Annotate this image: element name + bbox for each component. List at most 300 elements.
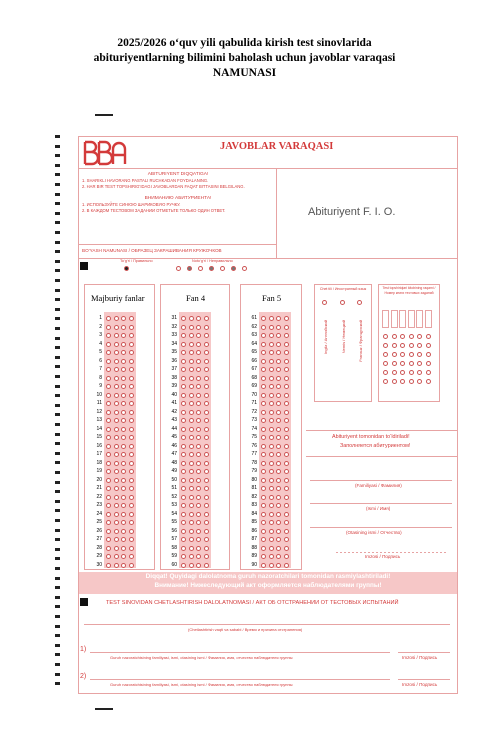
answer-bubble[interactable] bbox=[121, 512, 126, 517]
answer-bubble[interactable] bbox=[129, 376, 134, 381]
answer-bubble[interactable] bbox=[189, 342, 194, 347]
answer-bubble[interactable] bbox=[189, 546, 194, 551]
answer-bubble[interactable] bbox=[181, 367, 186, 372]
answer-bubble[interactable] bbox=[189, 512, 194, 517]
answer-bubble[interactable] bbox=[189, 410, 194, 415]
answer-bubble[interactable] bbox=[181, 418, 186, 423]
variant-bubble[interactable] bbox=[400, 379, 405, 384]
variant-bubble[interactable] bbox=[426, 352, 431, 357]
answer-bubble[interactable] bbox=[196, 563, 201, 568]
answer-bubble[interactable] bbox=[196, 427, 201, 432]
variant-bubble[interactable] bbox=[392, 334, 397, 339]
answer-bubble[interactable] bbox=[181, 342, 186, 347]
answer-bubble[interactable] bbox=[114, 427, 119, 432]
answer-bubble[interactable] bbox=[121, 537, 126, 542]
language-bubble-1[interactable] bbox=[322, 300, 327, 305]
answer-bubble[interactable] bbox=[196, 503, 201, 508]
answer-bubble[interactable] bbox=[106, 554, 111, 559]
answer-bubble[interactable] bbox=[114, 444, 119, 449]
answer-bubble[interactable] bbox=[129, 325, 134, 330]
answer-bubble[interactable] bbox=[106, 529, 111, 534]
answer-bubble[interactable] bbox=[269, 469, 274, 474]
answer-bubble[interactable] bbox=[261, 486, 266, 491]
answer-bubble[interactable] bbox=[121, 367, 126, 372]
answer-bubble[interactable] bbox=[196, 512, 201, 517]
answer-bubble[interactable] bbox=[106, 435, 111, 440]
answer-bubble[interactable] bbox=[276, 384, 281, 389]
answer-bubble[interactable] bbox=[204, 384, 209, 389]
answer-bubble[interactable] bbox=[106, 469, 111, 474]
variant-bubble[interactable] bbox=[400, 361, 405, 366]
answer-bubble[interactable] bbox=[261, 554, 266, 559]
answer-bubble[interactable] bbox=[114, 546, 119, 551]
answer-bubble[interactable] bbox=[204, 495, 209, 500]
answer-bubble[interactable] bbox=[284, 325, 289, 330]
answer-bubble[interactable] bbox=[114, 333, 119, 338]
answer-bubble[interactable] bbox=[114, 495, 119, 500]
answer-bubble[interactable] bbox=[129, 520, 134, 525]
answer-bubble[interactable] bbox=[189, 376, 194, 381]
answer-bubble[interactable] bbox=[181, 376, 186, 381]
answer-bubble[interactable] bbox=[181, 401, 186, 406]
answer-bubble[interactable] bbox=[114, 342, 119, 347]
answer-bubble[interactable] bbox=[261, 401, 266, 406]
answer-bubble[interactable] bbox=[114, 486, 119, 491]
answer-bubble[interactable] bbox=[181, 333, 186, 338]
answer-bubble[interactable] bbox=[269, 495, 274, 500]
answer-bubble[interactable] bbox=[276, 401, 281, 406]
answer-bubble[interactable] bbox=[129, 384, 134, 389]
answer-bubble[interactable] bbox=[284, 376, 289, 381]
answer-bubble[interactable] bbox=[114, 452, 119, 457]
answer-bubble[interactable] bbox=[189, 478, 194, 483]
variant-bubble[interactable] bbox=[426, 379, 431, 384]
answer-bubble[interactable] bbox=[261, 495, 266, 500]
answer-bubble[interactable] bbox=[276, 554, 281, 559]
answer-bubble[interactable] bbox=[189, 393, 194, 398]
answer-bubble[interactable] bbox=[261, 563, 266, 568]
answer-bubble[interactable] bbox=[276, 461, 281, 466]
answer-bubble[interactable] bbox=[269, 367, 274, 372]
answer-bubble[interactable] bbox=[196, 393, 201, 398]
answer-bubble[interactable] bbox=[129, 342, 134, 347]
answer-bubble[interactable] bbox=[121, 427, 126, 432]
answer-bubble[interactable] bbox=[196, 537, 201, 542]
answer-bubble[interactable] bbox=[196, 418, 201, 423]
answer-bubble[interactable] bbox=[129, 469, 134, 474]
answer-bubble[interactable] bbox=[121, 452, 126, 457]
answer-bubble[interactable] bbox=[189, 554, 194, 559]
answer-bubble[interactable] bbox=[189, 316, 194, 321]
answer-bubble[interactable] bbox=[129, 444, 134, 449]
answer-bubble[interactable] bbox=[204, 554, 209, 559]
answer-bubble[interactable] bbox=[106, 520, 111, 525]
answer-bubble[interactable] bbox=[181, 325, 186, 330]
variant-bubble[interactable] bbox=[383, 343, 388, 348]
answer-bubble[interactable] bbox=[196, 444, 201, 449]
answer-bubble[interactable] bbox=[114, 520, 119, 525]
answer-bubble[interactable] bbox=[261, 503, 266, 508]
answer-bubble[interactable] bbox=[189, 563, 194, 568]
answer-bubble[interactable] bbox=[181, 537, 186, 542]
answer-bubble[interactable] bbox=[196, 520, 201, 525]
answer-bubble[interactable] bbox=[269, 486, 274, 491]
answer-bubble[interactable] bbox=[114, 350, 119, 355]
answer-bubble[interactable] bbox=[129, 554, 134, 559]
answer-bubble[interactable] bbox=[129, 546, 134, 551]
answer-bubble[interactable] bbox=[284, 461, 289, 466]
answer-bubble[interactable] bbox=[204, 512, 209, 517]
answer-bubble[interactable] bbox=[181, 427, 186, 432]
answer-bubble[interactable] bbox=[129, 529, 134, 534]
answer-bubble[interactable] bbox=[129, 478, 134, 483]
answer-bubble[interactable] bbox=[114, 393, 119, 398]
language-bubble-3[interactable] bbox=[357, 300, 362, 305]
answer-bubble[interactable] bbox=[129, 452, 134, 457]
answer-bubble[interactable] bbox=[204, 333, 209, 338]
answer-bubble[interactable] bbox=[269, 520, 274, 525]
answer-bubble[interactable] bbox=[129, 486, 134, 491]
answer-bubble[interactable] bbox=[204, 316, 209, 321]
answer-bubble[interactable] bbox=[181, 452, 186, 457]
answer-bubble[interactable] bbox=[189, 520, 194, 525]
answer-bubble[interactable] bbox=[269, 393, 274, 398]
answer-bubble[interactable] bbox=[261, 410, 266, 415]
answer-bubble[interactable] bbox=[284, 503, 289, 508]
answer-bubble[interactable] bbox=[204, 410, 209, 415]
variant-bubble[interactable] bbox=[392, 343, 397, 348]
answer-bubble[interactable] bbox=[196, 554, 201, 559]
variant-bubble[interactable] bbox=[392, 370, 397, 375]
answer-bubble[interactable] bbox=[196, 350, 201, 355]
answer-bubble[interactable] bbox=[181, 461, 186, 466]
answer-bubble[interactable] bbox=[114, 376, 119, 381]
answer-bubble[interactable] bbox=[284, 333, 289, 338]
answer-bubble[interactable] bbox=[196, 461, 201, 466]
answer-bubble[interactable] bbox=[276, 486, 281, 491]
answer-bubble[interactable] bbox=[121, 350, 126, 355]
answer-bubble[interactable] bbox=[276, 333, 281, 338]
answer-bubble[interactable] bbox=[189, 486, 194, 491]
answer-bubble[interactable] bbox=[196, 410, 201, 415]
answer-bubble[interactable] bbox=[106, 478, 111, 483]
answer-bubble[interactable] bbox=[181, 469, 186, 474]
answer-bubble[interactable] bbox=[269, 342, 274, 347]
answer-bubble[interactable] bbox=[121, 401, 126, 406]
answer-bubble[interactable] bbox=[284, 350, 289, 355]
variant-bubble[interactable] bbox=[426, 361, 431, 366]
variant-bubble[interactable] bbox=[417, 379, 422, 384]
answer-bubble[interactable] bbox=[121, 495, 126, 500]
answer-bubble[interactable] bbox=[106, 333, 111, 338]
answer-bubble[interactable] bbox=[269, 563, 274, 568]
answer-bubble[interactable] bbox=[129, 333, 134, 338]
answer-bubble[interactable] bbox=[129, 495, 134, 500]
answer-bubble[interactable] bbox=[189, 461, 194, 466]
answer-bubble[interactable] bbox=[284, 410, 289, 415]
answer-bubble[interactable] bbox=[121, 461, 126, 466]
answer-bubble[interactable] bbox=[204, 444, 209, 449]
answer-bubble[interactable] bbox=[121, 546, 126, 551]
answer-bubble[interactable] bbox=[121, 325, 126, 330]
answer-bubble[interactable] bbox=[261, 546, 266, 551]
answer-bubble[interactable] bbox=[204, 461, 209, 466]
answer-bubble[interactable] bbox=[276, 478, 281, 483]
answer-bubble[interactable] bbox=[189, 401, 194, 406]
answer-bubble[interactable] bbox=[276, 427, 281, 432]
answer-bubble[interactable] bbox=[121, 393, 126, 398]
answer-bubble[interactable] bbox=[269, 401, 274, 406]
answer-bubble[interactable] bbox=[204, 367, 209, 372]
variant-bubble[interactable] bbox=[426, 370, 431, 375]
answer-bubble[interactable] bbox=[114, 316, 119, 321]
answer-bubble[interactable] bbox=[284, 393, 289, 398]
answer-bubble[interactable] bbox=[261, 520, 266, 525]
answer-bubble[interactable] bbox=[189, 435, 194, 440]
variant-bubble[interactable] bbox=[409, 379, 414, 384]
answer-bubble[interactable] bbox=[121, 469, 126, 474]
answer-bubble[interactable] bbox=[106, 537, 111, 542]
answer-bubble[interactable] bbox=[269, 512, 274, 517]
answer-bubble[interactable] bbox=[106, 325, 111, 330]
answer-bubble[interactable] bbox=[181, 384, 186, 389]
answer-bubble[interactable] bbox=[106, 410, 111, 415]
answer-bubble[interactable] bbox=[276, 469, 281, 474]
answer-bubble[interactable] bbox=[284, 342, 289, 347]
variant-bubble[interactable] bbox=[383, 334, 388, 339]
answer-bubble[interactable] bbox=[114, 554, 119, 559]
answer-bubble[interactable] bbox=[181, 529, 186, 534]
variant-bubble[interactable] bbox=[392, 361, 397, 366]
answer-bubble[interactable] bbox=[269, 325, 274, 330]
answer-bubble[interactable] bbox=[129, 393, 134, 398]
variant-bubble[interactable] bbox=[383, 352, 388, 357]
answer-bubble[interactable] bbox=[189, 452, 194, 457]
answer-bubble[interactable] bbox=[276, 350, 281, 355]
variant-bubble[interactable] bbox=[400, 343, 405, 348]
answer-bubble[interactable] bbox=[129, 350, 134, 355]
answer-bubble[interactable] bbox=[106, 342, 111, 347]
answer-bubble[interactable] bbox=[121, 333, 126, 338]
answer-bubble[interactable] bbox=[196, 401, 201, 406]
answer-bubble[interactable] bbox=[121, 554, 126, 559]
answer-bubble[interactable] bbox=[284, 316, 289, 321]
answer-bubble[interactable] bbox=[129, 563, 134, 568]
answer-bubble[interactable] bbox=[189, 359, 194, 364]
answer-bubble[interactable] bbox=[114, 503, 119, 508]
answer-bubble[interactable] bbox=[106, 512, 111, 517]
answer-bubble[interactable] bbox=[284, 444, 289, 449]
answer-bubble[interactable] bbox=[189, 367, 194, 372]
answer-bubble[interactable] bbox=[261, 325, 266, 330]
answer-bubble[interactable] bbox=[284, 418, 289, 423]
answer-bubble[interactable] bbox=[269, 503, 274, 508]
answer-bubble[interactable] bbox=[204, 325, 209, 330]
variant-bubble[interactable] bbox=[400, 334, 405, 339]
answer-bubble[interactable] bbox=[114, 512, 119, 517]
answer-bubble[interactable] bbox=[189, 529, 194, 534]
answer-bubble[interactable] bbox=[121, 486, 126, 491]
answer-bubble[interactable] bbox=[189, 495, 194, 500]
answer-bubble[interactable] bbox=[269, 546, 274, 551]
answer-bubble[interactable] bbox=[196, 452, 201, 457]
answer-bubble[interactable] bbox=[276, 563, 281, 568]
answer-bubble[interactable] bbox=[106, 367, 111, 372]
answer-bubble[interactable] bbox=[114, 384, 119, 389]
answer-bubble[interactable] bbox=[106, 350, 111, 355]
answer-bubble[interactable] bbox=[121, 444, 126, 449]
variant-cell[interactable] bbox=[425, 310, 432, 328]
answer-bubble[interactable] bbox=[204, 537, 209, 542]
answer-bubble[interactable] bbox=[204, 486, 209, 491]
answer-bubble[interactable] bbox=[269, 418, 274, 423]
variant-bubble[interactable] bbox=[409, 352, 414, 357]
answer-bubble[interactable] bbox=[284, 401, 289, 406]
answer-bubble[interactable] bbox=[284, 478, 289, 483]
answer-bubble[interactable] bbox=[114, 359, 119, 364]
answer-bubble[interactable] bbox=[284, 554, 289, 559]
answer-bubble[interactable] bbox=[189, 325, 194, 330]
answer-bubble[interactable] bbox=[276, 342, 281, 347]
variant-bubble[interactable] bbox=[400, 352, 405, 357]
answer-bubble[interactable] bbox=[121, 359, 126, 364]
answer-bubble[interactable] bbox=[106, 418, 111, 423]
answer-bubble[interactable] bbox=[121, 435, 126, 440]
answer-bubble[interactable] bbox=[106, 503, 111, 508]
answer-bubble[interactable] bbox=[129, 401, 134, 406]
answer-bubble[interactable] bbox=[284, 367, 289, 372]
answer-bubble[interactable] bbox=[261, 461, 266, 466]
answer-bubble[interactable] bbox=[196, 342, 201, 347]
answer-bubble[interactable] bbox=[106, 486, 111, 491]
variant-bubble[interactable] bbox=[409, 343, 414, 348]
answer-bubble[interactable] bbox=[276, 435, 281, 440]
answer-bubble[interactable] bbox=[261, 427, 266, 432]
answer-bubble[interactable] bbox=[121, 410, 126, 415]
answer-bubble[interactable] bbox=[196, 478, 201, 483]
answer-bubble[interactable] bbox=[129, 427, 134, 432]
answer-bubble[interactable] bbox=[284, 469, 289, 474]
answer-bubble[interactable] bbox=[189, 503, 194, 508]
answer-bubble[interactable] bbox=[106, 444, 111, 449]
answer-bubble[interactable] bbox=[129, 503, 134, 508]
answer-bubble[interactable] bbox=[269, 376, 274, 381]
answer-bubble[interactable] bbox=[276, 512, 281, 517]
variant-bubble[interactable] bbox=[417, 343, 422, 348]
variant-bubble[interactable] bbox=[383, 361, 388, 366]
answer-bubble[interactable] bbox=[106, 461, 111, 466]
answer-bubble[interactable] bbox=[261, 393, 266, 398]
answer-bubble[interactable] bbox=[181, 444, 186, 449]
answer-bubble[interactable] bbox=[181, 350, 186, 355]
answer-bubble[interactable] bbox=[204, 393, 209, 398]
answer-bubble[interactable] bbox=[114, 529, 119, 534]
answer-bubble[interactable] bbox=[269, 427, 274, 432]
answer-bubble[interactable] bbox=[276, 376, 281, 381]
variant-bubble[interactable] bbox=[383, 379, 388, 384]
answer-bubble[interactable] bbox=[181, 393, 186, 398]
answer-bubble[interactable] bbox=[284, 546, 289, 551]
answer-bubble[interactable] bbox=[106, 401, 111, 406]
answer-bubble[interactable] bbox=[106, 316, 111, 321]
answer-bubble[interactable] bbox=[284, 512, 289, 517]
variant-bubble[interactable] bbox=[392, 352, 397, 357]
answer-bubble[interactable] bbox=[276, 546, 281, 551]
variant-bubble[interactable] bbox=[383, 370, 388, 375]
answer-bubble[interactable] bbox=[129, 461, 134, 466]
answer-bubble[interactable] bbox=[181, 503, 186, 508]
answer-bubble[interactable] bbox=[129, 410, 134, 415]
answer-bubble[interactable] bbox=[196, 529, 201, 534]
answer-bubble[interactable] bbox=[196, 486, 201, 491]
variant-bubble[interactable] bbox=[409, 334, 414, 339]
variant-bubble[interactable] bbox=[409, 361, 414, 366]
answer-bubble[interactable] bbox=[204, 478, 209, 483]
answer-bubble[interactable] bbox=[204, 546, 209, 551]
answer-bubble[interactable] bbox=[261, 478, 266, 483]
answer-bubble[interactable] bbox=[261, 444, 266, 449]
answer-bubble[interactable] bbox=[269, 537, 274, 542]
answer-bubble[interactable] bbox=[189, 537, 194, 542]
answer-bubble[interactable] bbox=[181, 563, 186, 568]
language-bubble-2[interactable] bbox=[340, 300, 345, 305]
answer-bubble[interactable] bbox=[114, 537, 119, 542]
answer-bubble[interactable] bbox=[269, 384, 274, 389]
variant-bubble[interactable] bbox=[417, 361, 422, 366]
answer-bubble[interactable] bbox=[114, 401, 119, 406]
answer-bubble[interactable] bbox=[276, 367, 281, 372]
answer-bubble[interactable] bbox=[196, 495, 201, 500]
answer-bubble[interactable] bbox=[276, 359, 281, 364]
answer-bubble[interactable] bbox=[196, 469, 201, 474]
answer-bubble[interactable] bbox=[129, 512, 134, 517]
answer-bubble[interactable] bbox=[284, 537, 289, 542]
answer-bubble[interactable] bbox=[196, 546, 201, 551]
answer-bubble[interactable] bbox=[196, 325, 201, 330]
answer-bubble[interactable] bbox=[181, 495, 186, 500]
answer-bubble[interactable] bbox=[106, 495, 111, 500]
answer-bubble[interactable] bbox=[261, 452, 266, 457]
answer-bubble[interactable] bbox=[106, 427, 111, 432]
answer-bubble[interactable] bbox=[269, 461, 274, 466]
answer-bubble[interactable] bbox=[276, 495, 281, 500]
answer-bubble[interactable] bbox=[106, 359, 111, 364]
answer-bubble[interactable] bbox=[261, 359, 266, 364]
answer-bubble[interactable] bbox=[269, 410, 274, 415]
answer-bubble[interactable] bbox=[276, 316, 281, 321]
answer-bubble[interactable] bbox=[276, 325, 281, 330]
answer-bubble[interactable] bbox=[269, 435, 274, 440]
answer-bubble[interactable] bbox=[204, 529, 209, 534]
answer-bubble[interactable] bbox=[204, 435, 209, 440]
variant-bubble[interactable] bbox=[417, 334, 422, 339]
answer-bubble[interactable] bbox=[106, 393, 111, 398]
answer-bubble[interactable] bbox=[204, 520, 209, 525]
answer-bubble[interactable] bbox=[121, 563, 126, 568]
answer-bubble[interactable] bbox=[284, 529, 289, 534]
answer-bubble[interactable] bbox=[129, 418, 134, 423]
answer-bubble[interactable] bbox=[204, 427, 209, 432]
answer-bubble[interactable] bbox=[276, 537, 281, 542]
variant-cell[interactable] bbox=[399, 310, 406, 328]
answer-bubble[interactable] bbox=[261, 435, 266, 440]
variant-bubble[interactable] bbox=[409, 370, 414, 375]
answer-bubble[interactable] bbox=[284, 359, 289, 364]
answer-bubble[interactable] bbox=[181, 478, 186, 483]
answer-bubble[interactable] bbox=[196, 316, 201, 321]
answer-bubble[interactable] bbox=[181, 435, 186, 440]
variant-cell[interactable] bbox=[416, 310, 423, 328]
